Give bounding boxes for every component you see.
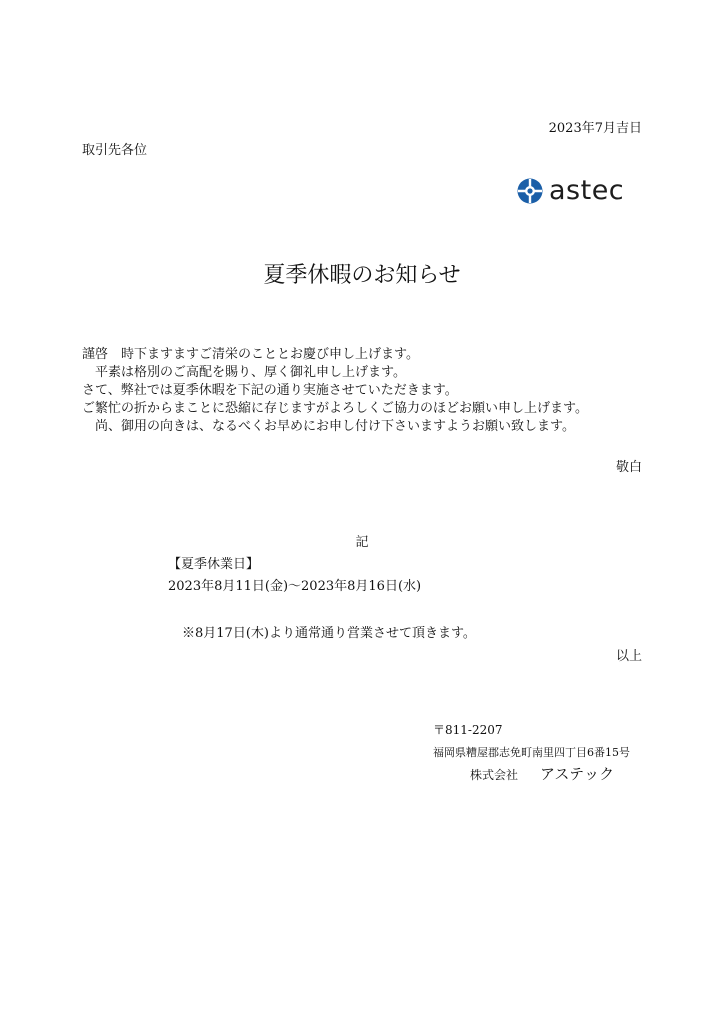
holiday-block [168,556,421,596]
sender-address: 福岡県糟屋郡志免町南里四丁目6番15号 [433,746,630,759]
holiday-heading: 【夏季休業日】 [168,557,260,572]
holiday-range: 2023年8月11日(金)～2023年8月16日(水) [168,579,422,594]
company-logo [517,176,624,206]
body-line: 平素は格別のご高配を賜り、厚く御礼申し上げます。 [82,365,406,380]
recipient: 取引先各位 [82,143,148,158]
closing-keihaku: 敬白 [615,460,642,475]
body-line: 尚、御用の向きは、なるべくお早めにお申し付け下さいますようお願い致します。 [82,419,575,434]
letter-body [82,346,644,436]
sender-company [470,765,614,784]
ki-heading: 記 [355,535,369,550]
logo-text: astec [549,175,625,206]
page-title: 夏季休暇のお知らせ [263,263,461,288]
holiday-note: ※8月17日(木)より通常通り営業させて頂きます。 [182,626,476,641]
company-name: アステック [540,765,615,783]
body-line: ご繁忙の折からまことに恐縮に存じますがよろしくご協力のほどお願い申し上げます。 [82,401,588,416]
document-date: 2023年7月吉日 [548,121,642,136]
astec-logo-icon [517,176,543,206]
body-line: 謹啓 時下ますますご清栄のこととお慶び申し上げます。 [82,347,419,362]
company-type: 株式会社 [470,768,519,782]
closing-ijo: 以上 [615,649,642,664]
body-line: さて、弊社では夏季休暇を下記の通り実施させていただきます。 [82,383,458,398]
sender-zip: 〒811-2207 [433,723,503,737]
